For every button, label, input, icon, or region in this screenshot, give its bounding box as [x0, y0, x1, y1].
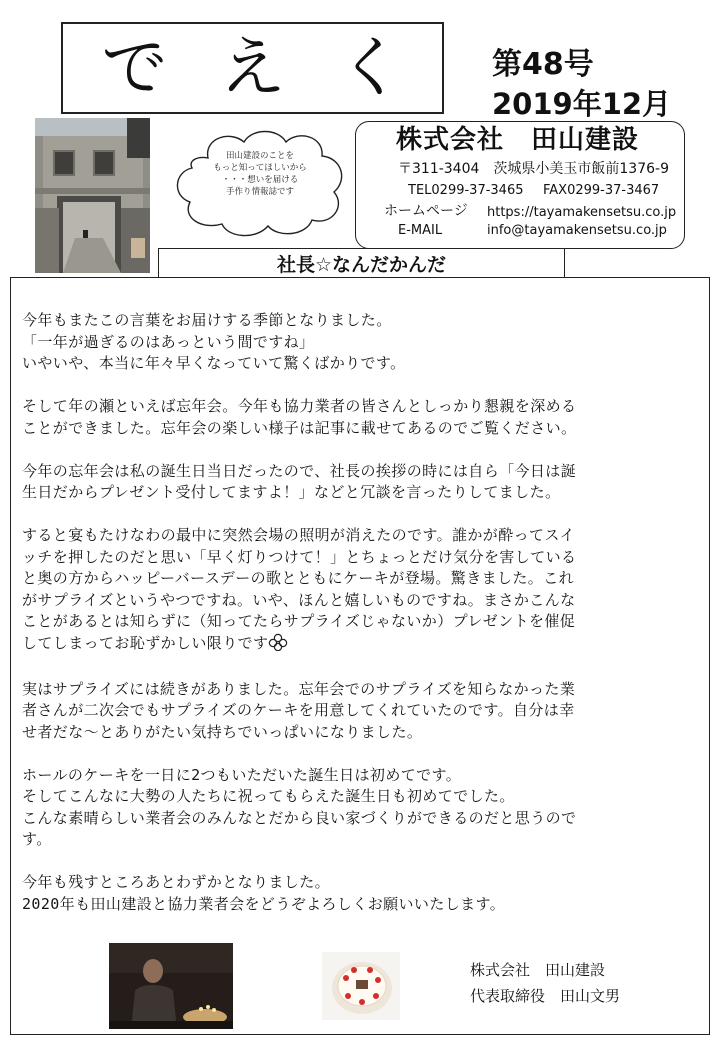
article-line: そしてこんなに大勢の人たちに祝ってもらえた誕生日も初めてでした。: [22, 787, 515, 805]
cake-photo-illustration: [322, 952, 400, 1020]
article-line: 今年も残すところあとわずかとなりました。: [22, 873, 331, 891]
cake-photo: [322, 952, 400, 1020]
article-line: 実はサプライズには続きがありました。忘年会でのサプライズを知らなかった業: [22, 679, 576, 698]
homepage-label: ホームページ: [384, 203, 468, 219]
article-paragraph-3: [22, 461, 702, 504]
intro-cloud-text: [168, 150, 352, 198]
company-address: 〒311-3404 茨城県小美玉市飯前1376-9: [398, 161, 669, 177]
article-line: と奥の方からハッピーバースデーの歌とともにケーキが登場。驚きました。これ: [22, 569, 575, 587]
intro-cloud-bubble: [168, 122, 352, 244]
party-photo-illustration: [109, 943, 233, 1029]
issue-date: 2019年12月: [492, 87, 672, 121]
bridge-photo: [35, 118, 150, 273]
company-tel: TEL0299-37-3465: [408, 183, 524, 198]
article-paragraph-2: [22, 396, 702, 439]
article-line: す。: [22, 830, 52, 848]
article-line: 者さんが二次会でもサプライズのケーキを用意してくれていたのです。自分は幸: [22, 701, 575, 719]
flower-icon: [268, 633, 288, 658]
article-line: そして年の瀬といえば忘年会。今年も協力業者の皆さんとしっかり懇親を深める: [22, 397, 577, 415]
cloud-line: 手作り情報誌です: [225, 187, 294, 197]
article-line: こんな素晴らしい業者会のみんなとだから良い家づくりができるのだと思うので: [22, 808, 577, 827]
article-body: [22, 310, 702, 937]
section-title: 社長☆なんだかんだ: [158, 248, 565, 278]
homepage-url[interactable]: https://tayamakensetsu.co.jp: [487, 205, 677, 220]
signature-president: 代表取締役 田山文男: [470, 987, 621, 1005]
email-address[interactable]: info@tayamakensetsu.co.jp: [487, 223, 667, 238]
party-photo: [109, 943, 233, 1029]
cloud-line: もっと知ってほしいから: [213, 163, 307, 173]
article-line: すると宴もたけなわの最中に突然会場の照明が消えたのです。誰かが酔ってスイ: [22, 526, 575, 544]
email-label: E-MAIL: [398, 223, 443, 238]
cloud-line: 田山建設のことを: [225, 151, 294, 161]
bridge-photo-illustration: [35, 118, 150, 273]
article-paragraph-7: [22, 872, 702, 915]
article-line: ことがあるとは知らずに（知ってたらサプライズじゃないか）プレゼントを催促: [22, 612, 576, 630]
article-line: ホールのケーキを一日に2つもいただいた誕生日は初めてです。: [22, 765, 462, 784]
newsletter-title: でえく: [101, 29, 456, 106]
article-line: ッチを押したのだと思い「早く灯りつけて！」とちょっとだけ気分を害している: [22, 547, 577, 566]
signature-company: 株式会社 田山建設: [470, 961, 606, 979]
issue-number: 第48号: [492, 47, 594, 82]
article-line: ことができました。忘年会の楽しい様子は記事に載せてあるのでご覧ください。: [22, 418, 577, 437]
cloud-line: ・・・想いを届ける: [221, 175, 299, 185]
article-line: いやいや、本当に年々早くなっていて驚くばかりです。: [22, 354, 406, 372]
company-fax: FAX0299-37-3467: [543, 183, 660, 198]
newsletter-title-box: [61, 22, 456, 114]
article-line: 今年の忘年会は私の誕生日当日だったので、社長の挨拶の時には自ら「今日は誕: [22, 461, 577, 480]
article-paragraph-1: [22, 310, 702, 375]
article-paragraph-4: [22, 525, 702, 657]
article-paragraph-5: [22, 679, 702, 744]
company-name: 株式会社 田山建設: [396, 125, 640, 155]
article-line-text: してしまってお恥ずかしい限りです: [22, 633, 269, 652]
article-line: 今年もまたこの言葉をお届けする季節となりました。: [22, 311, 392, 329]
article-line: 2020年も田山建設と協力業者会をどうぞよろしくお願いいたします。: [22, 894, 506, 913]
article-line: せ者だな～とありがたい気持ちでいっぱいになりました。: [22, 722, 423, 741]
article-paragraph-6: [22, 765, 702, 851]
article-line-with-flower: [22, 633, 702, 658]
article-line: 「一年が過ぎるのはあっという間ですね」: [22, 332, 315, 351]
article-line: がサプライズというやつですね。いや、ほんと嬉しいものですね。まさかこんな: [22, 590, 576, 609]
article-line: 生日だからプレゼント受付してますよ！」などと冗談を言ったりしてました。: [22, 483, 561, 501]
